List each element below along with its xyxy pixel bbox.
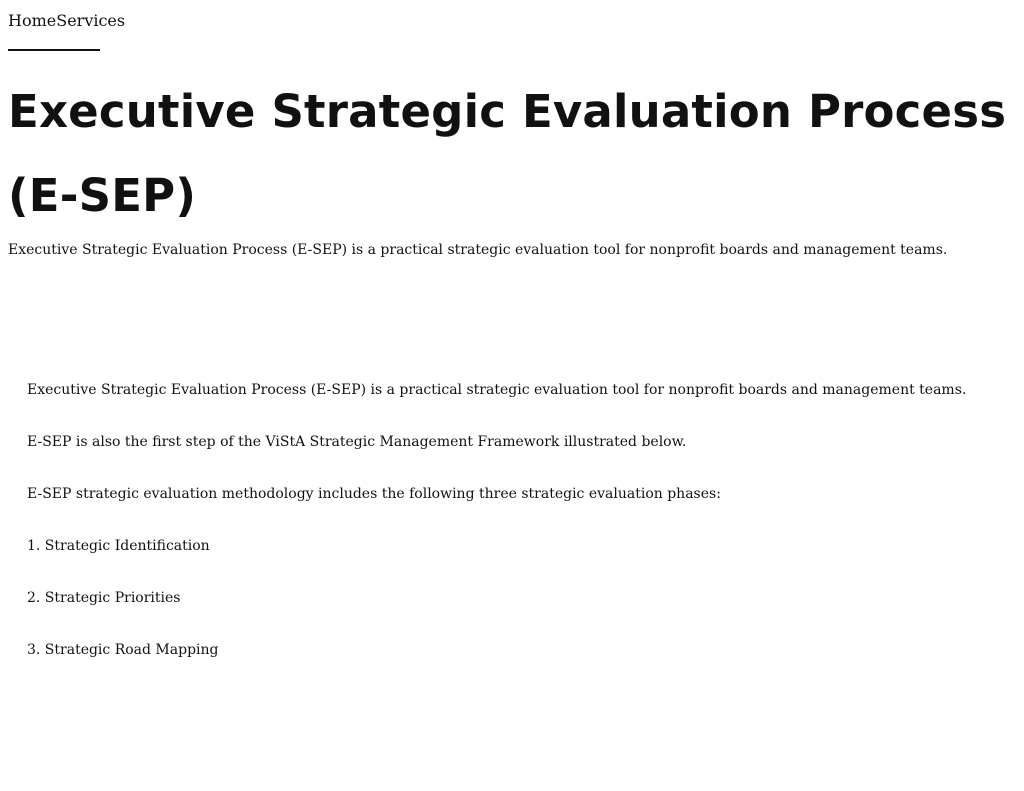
content-paragraph-intro: Executive Strategic Evaluation Process (E-SEP) is a practical strategic evaluation tool for nonprofit boards and management teams. bbox=[27, 382, 967, 398]
phase-item-road-mapping: 3. Strategic Road Mapping bbox=[27, 642, 219, 658]
top-nav bbox=[8, 11, 125, 31]
phase-item-identification: 1. Strategic Identification bbox=[27, 538, 210, 554]
nav-link-services[interactable]: Services bbox=[56, 11, 126, 30]
page-title: Executive Strategic Evaluation Process (E-SEP) bbox=[8, 85, 1007, 222]
content-paragraph-framework: E-SEP is also the first step of the ViStA Strategic Management Framework illustrated below. bbox=[27, 434, 687, 450]
phase-item-priorities: 2. Strategic Priorities bbox=[27, 590, 181, 606]
main-content bbox=[27, 380, 1007, 692]
nav-link-home[interactable]: Home bbox=[8, 11, 57, 30]
nav-underline-divider bbox=[8, 49, 100, 51]
page-subtitle: Executive Strategic Evaluation Process (E-SEP) is a practical strategic evaluation tool for nonprofit boards and management teams. bbox=[8, 242, 948, 258]
content-paragraph-methodology: E-SEP strategic evaluation methodology includes the following three strategic evaluation phases: bbox=[27, 486, 721, 502]
